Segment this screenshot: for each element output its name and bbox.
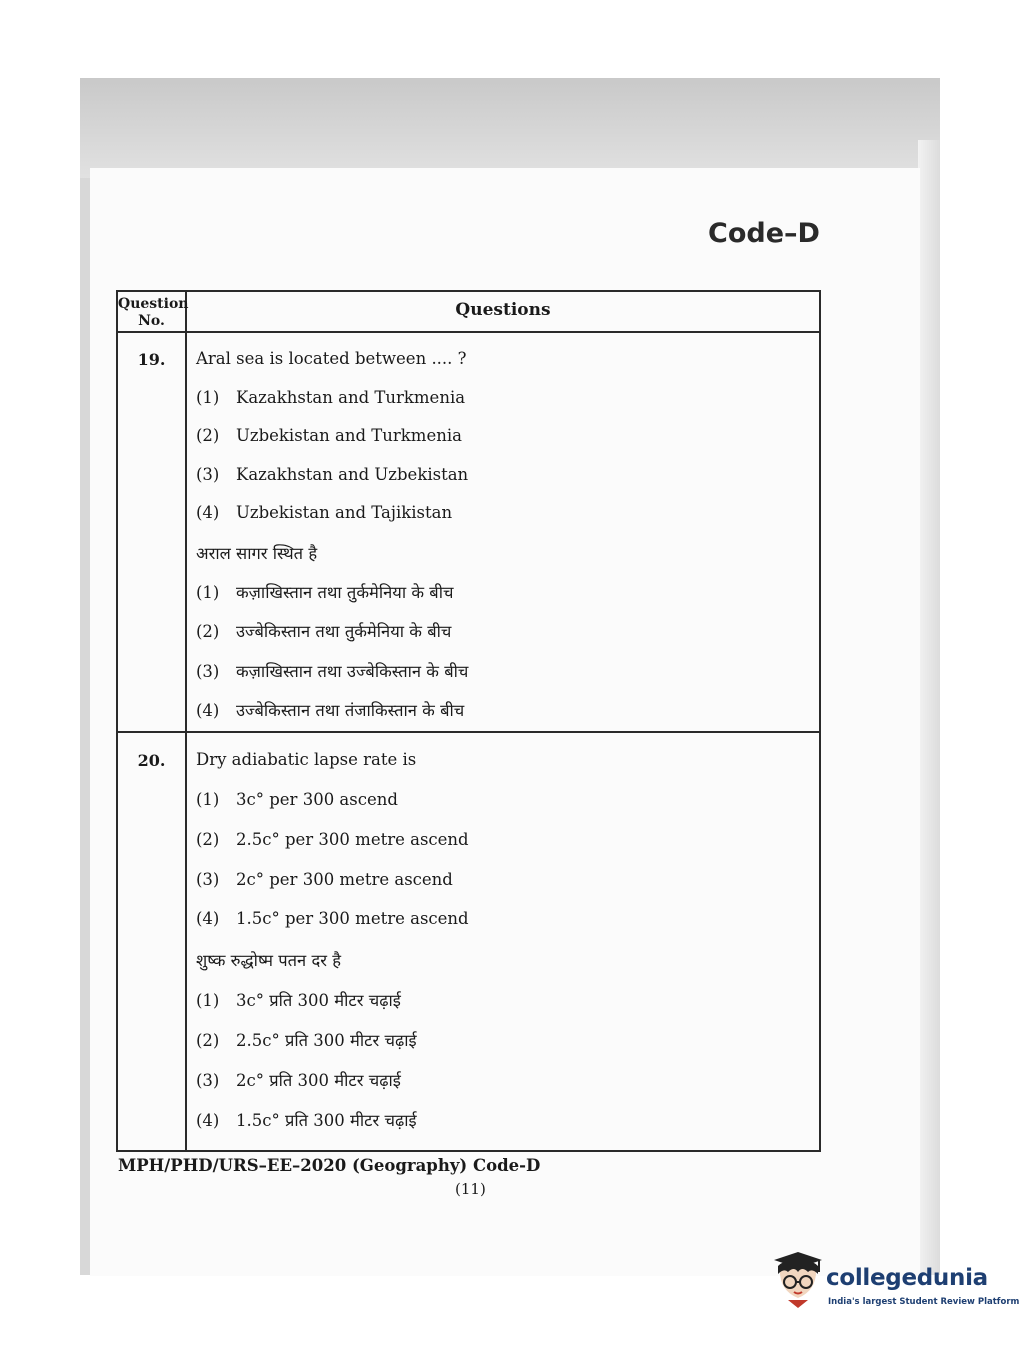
option-number: (1): [196, 790, 220, 809]
option-number: (4): [196, 1111, 220, 1130]
question-text-hi: शुष्क रुद्धोष्म पतन दर है: [196, 951, 341, 970]
option-number: (1): [196, 583, 220, 602]
option-en: [196, 426, 462, 445]
scan-shadow-right: [918, 140, 940, 1275]
collegedunia-logo[interactable]: [768, 1250, 1020, 1315]
question-number: 19.: [137, 350, 166, 369]
option-text: 2c° प्रति 300 मीटर चढ़ाई: [236, 1071, 401, 1090]
option-number: (3): [196, 870, 220, 889]
header-divider: [118, 331, 819, 333]
option-number: (3): [196, 465, 220, 484]
option-text: Uzbekistan and Turkmenia: [236, 426, 462, 445]
option-hi: [196, 1108, 417, 1131]
option-text: 1.5c° प्रति 300 मीटर चढ़ाई: [236, 1111, 417, 1130]
option-hi: [196, 1028, 417, 1051]
option-text: 3c° प्रति 300 मीटर चढ़ाई: [236, 991, 401, 1010]
option-number: (2): [196, 622, 220, 641]
option-text: 3c° per 300 ascend: [236, 790, 398, 809]
option-text: 2.5c° per 300 metre ascend: [236, 830, 469, 849]
page-number: (11): [455, 1180, 486, 1198]
option-hi: [196, 580, 453, 603]
option-hi: [196, 619, 451, 642]
option-number: (1): [196, 991, 220, 1010]
option-hi: [196, 698, 464, 721]
option-number: (4): [196, 503, 220, 522]
option-text: उज्बेकिस्तान तथा तुर्कमेनिया के बीच: [236, 622, 452, 641]
logo-name: collegedunia: [826, 1265, 988, 1291]
option-en: [196, 465, 468, 484]
option-number: (3): [196, 1071, 220, 1090]
option-number: (3): [196, 662, 220, 681]
option-number: (2): [196, 830, 220, 849]
row-divider: [118, 731, 819, 733]
option-number: (2): [196, 426, 220, 445]
option-text: 1.5c° per 300 metre ascend: [236, 909, 469, 928]
option-number: (2): [196, 1031, 220, 1050]
option-text: उज्बेकिस्तान तथा तंजाकिस्तान के बीच: [236, 701, 465, 720]
column-divider: [185, 292, 187, 1150]
column-header-questions: Questions: [455, 300, 551, 320]
option-text: कज़ाखिस्तान तथा उज्बेकिस्तान के बीच: [236, 662, 469, 681]
question-number: 20.: [137, 751, 166, 770]
option-number: (4): [196, 909, 220, 928]
option-text: कज़ाखिस्तान तथा तुर्कमेनिया के बीच: [236, 583, 454, 602]
option-hi: [196, 1068, 401, 1091]
exam-footer: MPH/PHD/URS–EE–2020 (Geography) Code-D: [118, 1156, 541, 1175]
code-header: Code–D: [708, 218, 820, 249]
option-en: [196, 790, 398, 809]
option-text: Kazakhstan and Turkmenia: [236, 388, 466, 407]
option-text: 2c° per 300 metre ascend: [236, 870, 453, 889]
option-text: Uzbekistan and Tajikistan: [236, 503, 453, 522]
option-en: [196, 503, 452, 522]
logo-tagline: India's largest Student Review Platform: [828, 1297, 1020, 1307]
option-en: [196, 870, 453, 889]
option-number: (1): [196, 388, 220, 407]
question-text-en: Dry adiabatic lapse rate is: [196, 750, 417, 769]
column-header-question-no: [118, 296, 189, 330]
option-text: 2.5c° प्रति 300 मीटर चढ़ाई: [236, 1031, 417, 1050]
option-en: [196, 388, 465, 407]
option-hi: [196, 659, 468, 682]
option-en: [196, 909, 469, 928]
option-text: Kazakhstan and Uzbekistan: [236, 465, 469, 484]
graduate-face-icon: [768, 1250, 824, 1312]
option-number: (4): [196, 701, 220, 720]
question-text-en: Aral sea is located between .... ?: [196, 349, 467, 368]
column-header-question-no-label: Question No.: [118, 296, 189, 329]
option-en: [196, 830, 469, 849]
questions-table: [116, 290, 821, 1152]
question-text-hi: अराल सागर स्थित है: [196, 544, 318, 563]
option-hi: [196, 988, 401, 1011]
